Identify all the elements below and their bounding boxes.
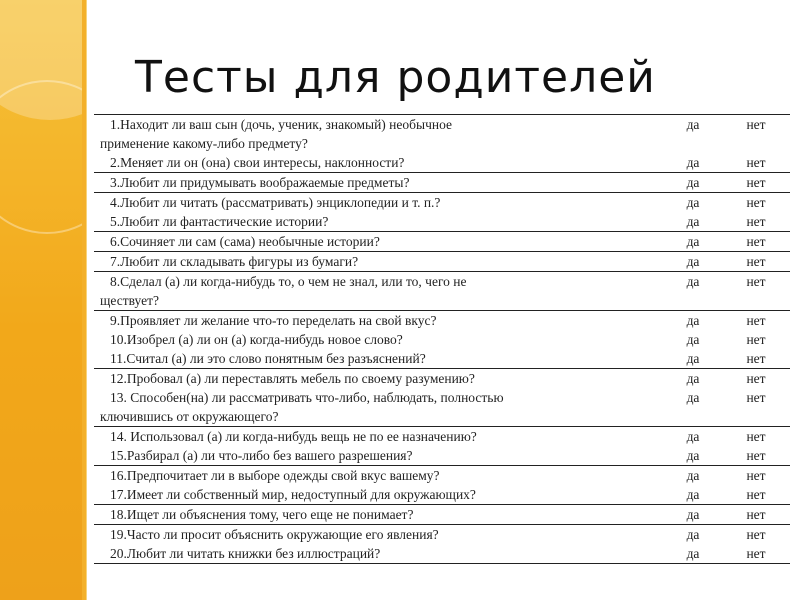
- answer-no: нет: [722, 115, 790, 154]
- question-row: [94, 311, 790, 331]
- answer-yes: да: [664, 525, 722, 545]
- question-text-line: 12.Пробовал (а) ли переставлять мебель по своему разумению?: [110, 371, 475, 386]
- answer-no: нет: [746, 332, 766, 347]
- question-text-line: 4.Любит ли читать (рассматривать) энциклопедии и т. п.?: [110, 195, 441, 210]
- question-text-line: 1.Находит ли ваш сын (дочь, ученик, знакомый) необычное: [110, 117, 452, 132]
- question-text-line: 8.Сделал (а) ли когда-нибудь то, о чем не знал, или то, чего не: [110, 274, 467, 289]
- question-text: [94, 369, 664, 389]
- question-text: [94, 505, 664, 525]
- question-text-line: 16.Предпочитает ли в выборе одежды свой вкус вашему?: [110, 468, 440, 483]
- question-text-line: 10.Изобрел (а) ли он (а) когда-нибудь новое слово?: [110, 332, 403, 347]
- question-text: [94, 330, 664, 349]
- question-text: [94, 115, 664, 154]
- question-row: [94, 466, 790, 486]
- answer-yes: да: [664, 388, 722, 427]
- question-text-line: 18.Ищет ли объяснения тому, чего еще не понимает?: [110, 507, 414, 522]
- question-row: [94, 349, 790, 369]
- answer-yes: да: [664, 349, 722, 369]
- answer-yes: да: [664, 193, 722, 213]
- question-text: [94, 349, 664, 369]
- question-text: [94, 525, 664, 545]
- question-text-line: ществует?: [100, 293, 159, 308]
- question-row: [94, 173, 790, 193]
- answer-no: нет: [722, 232, 790, 252]
- answer-yes: да: [664, 252, 722, 272]
- question-text-line: 2.Меняет ли он (она) свои интересы, наклонности?: [110, 155, 405, 170]
- decorative-side-line-thin: [86, 0, 87, 600]
- answer-no: нет: [722, 369, 790, 389]
- answer-yes: да: [664, 115, 722, 154]
- question-text-line: 14. Использовал (а) ли когда-нибудь вещь не по ее назначению?: [110, 429, 477, 444]
- question-text: [94, 153, 664, 173]
- answer-no: нет: [722, 153, 790, 173]
- question-text-line: 9.Проявляет ли желание что-то переделать на свой вкус?: [110, 313, 437, 328]
- question-text: [94, 232, 664, 252]
- answer-no: нет: [722, 446, 790, 466]
- question-text: [94, 544, 664, 564]
- question-row: [94, 193, 790, 213]
- answer-yes: да: [664, 311, 722, 331]
- questionnaire-body: [94, 115, 790, 564]
- question-text: [94, 388, 664, 427]
- question-text: [94, 466, 664, 486]
- answer-no: нет: [722, 252, 790, 272]
- question-text-line: 6.Сочиняет ли сам (сама) необычные истории?: [110, 234, 380, 249]
- question-row: [94, 485, 790, 505]
- question-text-line: применение какому-либо предмету?: [100, 136, 308, 151]
- question-text-line: 11.Считал (а) ли это слово понятным без разъяснений?: [110, 351, 426, 366]
- answer-yes: да: [664, 232, 722, 252]
- question-row: [94, 115, 790, 154]
- answer-no: нет: [722, 544, 790, 564]
- answer-yes: да: [664, 212, 722, 232]
- question-text: [94, 252, 664, 272]
- answer-no: нет: [722, 427, 790, 447]
- question-text: [94, 485, 664, 505]
- question-text: [94, 173, 664, 193]
- answer-no: нет: [722, 272, 790, 311]
- answer-no: нет: [722, 349, 790, 369]
- question-row: [94, 369, 790, 389]
- question-text: [94, 446, 664, 466]
- answer-yes: да: [664, 446, 722, 466]
- answer-yes: да: [664, 485, 722, 505]
- answer-no: нет: [722, 193, 790, 213]
- answer-yes: да: [664, 544, 722, 564]
- question-row: [94, 525, 790, 545]
- question-row: [94, 446, 790, 466]
- question-text-line: 7.Любит ли складывать фигуры из бумаги?: [110, 254, 359, 269]
- answer-no: нет: [722, 388, 790, 427]
- question-row: [94, 388, 790, 427]
- answer-no: нет: [722, 485, 790, 505]
- question-row: [94, 252, 790, 272]
- answer-yes: да: [664, 505, 722, 525]
- question-text-line: 13. Способен(на) ли рассматривать что-либо, наблюдать, полностью: [110, 390, 504, 405]
- answer-yes: да: [664, 427, 722, 447]
- answer-no: нет: [722, 466, 790, 486]
- decorative-side-panel: [0, 0, 82, 600]
- answer-no: нет: [722, 311, 790, 331]
- question-text-line: ключившись от окружающего?: [100, 409, 279, 424]
- question-row: [94, 330, 790, 349]
- question-text-line: 17.Имеет ли собственный мир, недоступный для окружающих?: [110, 487, 476, 502]
- answer-yes: да: [664, 369, 722, 389]
- question-row: [94, 272, 790, 311]
- questionnaire-table: [94, 114, 790, 564]
- page-title: Тесты для родителей: [135, 52, 656, 103]
- question-row: [94, 544, 790, 564]
- answer-yes: да: [664, 173, 722, 193]
- question-row: [94, 232, 790, 252]
- question-row: [94, 153, 790, 173]
- question-row: [94, 212, 790, 232]
- question-text-line: 19.Часто ли просит объяснить окружающие его явления?: [110, 527, 439, 542]
- answer-yes: да: [686, 332, 700, 347]
- answer-no: нет: [722, 212, 790, 232]
- question-text: [94, 427, 664, 447]
- answer-yes: да: [664, 466, 722, 486]
- question-text: [94, 193, 664, 213]
- answer-no: нет: [722, 525, 790, 545]
- questionnaire: [94, 114, 780, 564]
- answer-no: нет: [722, 173, 790, 193]
- question-row: [94, 427, 790, 447]
- question-text: [94, 212, 664, 232]
- question-text: [94, 311, 664, 331]
- answer-yes: да: [664, 153, 722, 173]
- answer-no: нет: [722, 505, 790, 525]
- question-row: [94, 505, 790, 525]
- question-text-line: 3.Любит ли придумывать воображаемые предметы?: [110, 175, 410, 190]
- answer-yes: да: [664, 272, 722, 311]
- question-text-line: 15.Разбирал (а) ли что-либо без вашего разрешения?: [110, 448, 413, 463]
- question-text: [94, 272, 664, 311]
- question-text-line: 5.Любит ли фантастические истории?: [110, 214, 329, 229]
- question-text-line: 20.Любит ли читать книжки без иллюстраций?: [110, 546, 381, 561]
